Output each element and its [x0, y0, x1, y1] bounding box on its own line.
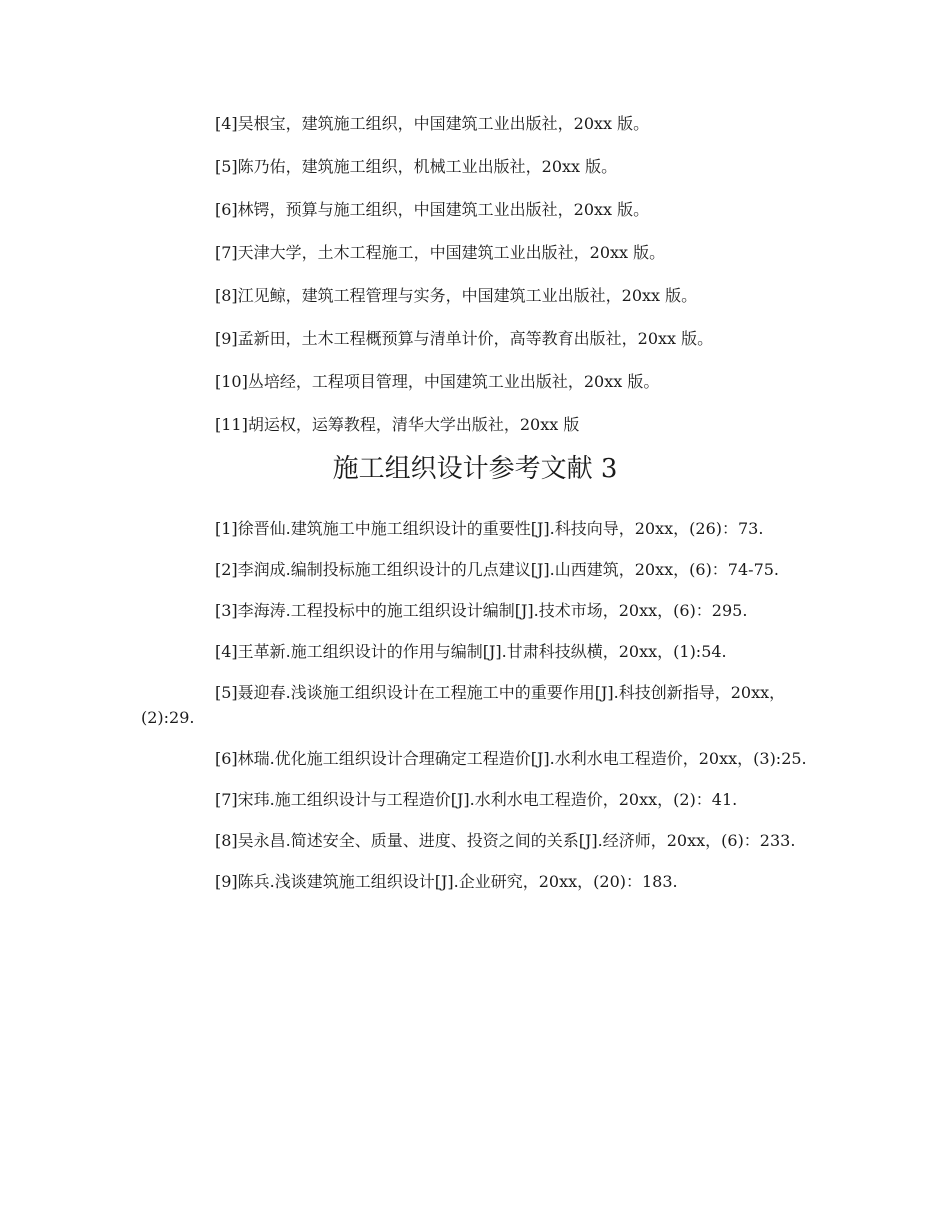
- reference-item: [6]林瑞.优化施工组织设计合理确定工程造价[J].水利水电工程造价，20xx，(3):25.: [215, 749, 807, 768]
- reference-item: [8]江见鲸，建筑工程管理与实务，中国建筑工业出版社，20xx 版。: [215, 286, 698, 305]
- reference-item: [9]孟新田，土木工程概预算与清单计价，高等教育出版社，20xx 版。: [215, 329, 714, 348]
- reference-item: [8]吴永昌.简述安全、质量、进度、投资之间的关系[J].经济师，20xx，(6)：233.: [215, 831, 796, 850]
- reference-item: [2]李润成.编制投标施工组织设计的几点建议[J].山西建筑，20xx，(6)：74-75.: [215, 560, 780, 579]
- reference-item: [1]徐晋仙.建筑施工中施工组织设计的重要性[J].科技向导，20xx，(26)：73.: [215, 519, 764, 538]
- reference-item: [3]李海涛.工程投标中的施工组织设计编制[J].技术市场，20xx，(6)：295.: [215, 601, 748, 620]
- reference-item: [4]吴根宝，建筑施工组织，中国建筑工业出版社，20xx 版。: [215, 114, 650, 133]
- reference-item: [10]丛培经，工程项目管理，中国建筑工业出版社，20xx 版。: [215, 372, 660, 391]
- reference-item: [5]陈乃佑，建筑施工组织，机械工业出版社，20xx 版。: [215, 157, 618, 176]
- reference-item: [6]林锷，预算与施工组织，中国建筑工业出版社，20xx 版。: [215, 200, 650, 219]
- reference-item: [7]天津大学，土木工程施工，中国建筑工业出版社，20xx 版。: [215, 243, 666, 262]
- reference-list: [141, 516, 821, 910]
- reference-item: [9]陈兵.浅谈建筑施工组织设计[J].企业研究，20xx，(20)：183.: [215, 872, 678, 891]
- reference-list-continued: [215, 112, 855, 456]
- section-title: 施工组织设计参考文献 3: [332, 454, 618, 484]
- reference-item: [4]王革新.施工组织设计的作用与编制[J].甘肃科技纵横，20xx，(1):54.: [215, 642, 727, 661]
- reference-item: [7]宋玮.施工组织设计与工程造价[J].水利水电工程造价，20xx，(2)：41.: [215, 790, 738, 809]
- reference-item: [5]聂迎春.浅谈施工组织设计在工程施工中的重要作用[J].科技创新指导，20xx，(2):29.: [141, 683, 786, 727]
- reference-item: [11]胡运权，运筹教程，清华大学出版社，20xx 版: [215, 415, 580, 434]
